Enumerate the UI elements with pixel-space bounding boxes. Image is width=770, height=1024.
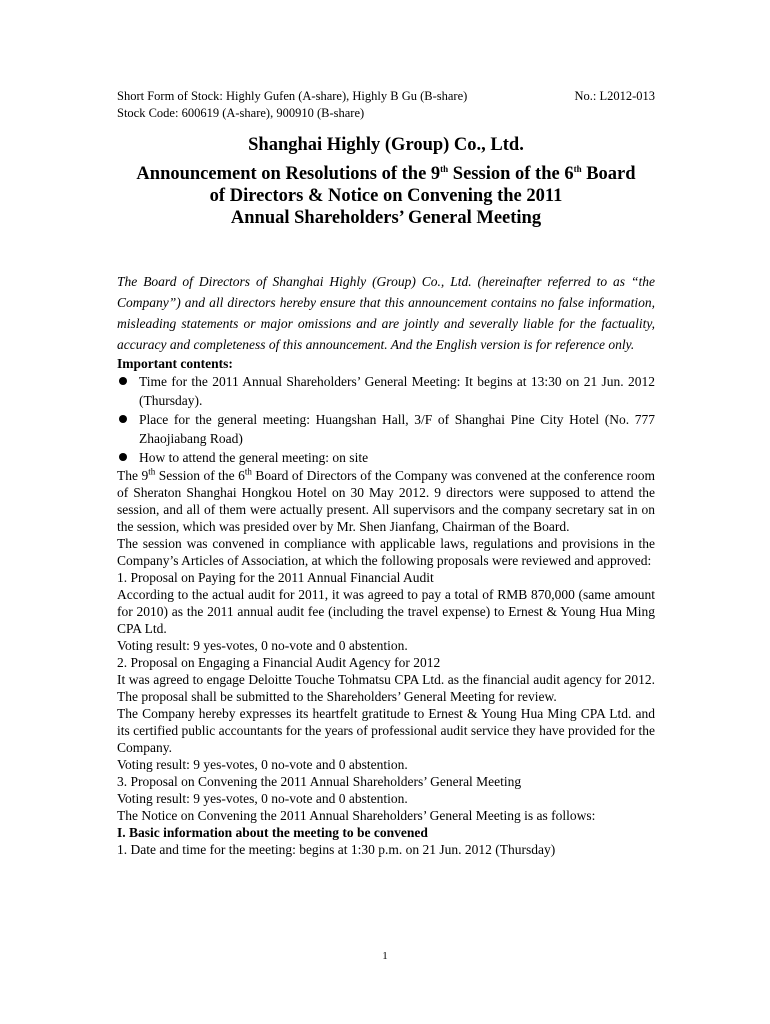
proposal-2-vote: Voting result: 9 yes-votes, 0 no-vote and 0 abstention. bbox=[117, 757, 408, 772]
section-1-item-1: 1. Date and time for the meeting: begins at 1:30 p.m. on 21 Jun. 2012 (Thursday) bbox=[117, 842, 556, 857]
session-text-3: Board of Directors of the Company was convened at the conference room of Sheraton Shanghai Hongkou Hotel on 30 May 2012. 9 directors were supposed to attend the session, and all of them were actually present. All supervisors and the company secretary sat in on the session, which was presided over by Mr. Shen Jianfang, Chairman of the Board. bbox=[117, 468, 655, 534]
list-item bbox=[117, 448, 655, 467]
stock-short-form: Short Form of Stock: Highly Gufen (A-share), Highly B Gu (B-share) bbox=[117, 89, 468, 103]
proposal-2-title: 2. Proposal on Engaging a Financial Audit Agency for 2012 bbox=[117, 655, 441, 670]
session-sup-1: th bbox=[148, 466, 156, 477]
board-statement: The Board of Directors of Shanghai Highly (Group) Co., Ltd. (hereinafter referred to as “the Company”) and all directors hereby ensure that this announcement contains no false information, misleading statements or major omissions and are jointly and severally liable for the factuality, accuracy and completeness of this announcement. And the English version is for reference only. bbox=[117, 274, 655, 352]
document-page bbox=[117, 88, 655, 858]
announcement-title-line-3: Annual Shareholders’ General Meeting bbox=[230, 208, 542, 228]
proposal-1-vote: Voting result: 9 yes-votes, 0 no-vote and 0 abstention. bbox=[117, 638, 408, 653]
proposal-3-title: 3. Proposal on Convening the 2011 Annual Shareholders’ General Meeting bbox=[117, 774, 522, 789]
session-sup-2: th bbox=[244, 466, 252, 477]
list-item bbox=[117, 372, 655, 410]
proposal-1-title: 1. Proposal on Paying for the 2011 Annual Financial Audit bbox=[117, 570, 434, 585]
header-row bbox=[117, 88, 655, 105]
bullet-icon bbox=[119, 453, 127, 461]
bullet-icon bbox=[119, 377, 127, 385]
announcement-title-line-2: of Directors & Notice on Convening the 2011 bbox=[209, 186, 563, 206]
proposal-3-vote: Voting result: 9 yes-votes, 0 no-vote and 0 abstention. bbox=[117, 791, 408, 806]
announcement-title bbox=[117, 163, 655, 185]
proposal-2-gratitude: The Company hereby expresses its heartfelt gratitude to Ernest & Young Hua Ming CPA Ltd. and its certified public accountants for the years of professional audit service they have provided for the Company. bbox=[117, 706, 655, 755]
section-1-heading: I. Basic information about the meeting to be convened bbox=[117, 825, 428, 840]
title-sup-1: th bbox=[440, 163, 449, 174]
compliance-paragraph: The session was convened in compliance with applicable laws, regulations and provisions in the Company’s Articles of Association, at which the following proposals were reviewed and approved: bbox=[117, 536, 655, 568]
session-paragraph bbox=[117, 467, 655, 535]
bullet-text: How to attend the general meeting: on site bbox=[139, 450, 369, 465]
stock-code: Stock Code: 600619 (A-share), 900910 (B-share) bbox=[117, 106, 365, 120]
session-text-2: Session of the 6 bbox=[155, 468, 245, 483]
list-item bbox=[117, 410, 655, 448]
bullet-icon bbox=[119, 415, 127, 423]
proposal-1-body: According to the actual audit for 2011, it was agreed to pay a total of RMB 870,000 (same amount for 2010) as the 2011 annual audit fee (including the travel expense) to Ernest & Young Hua Ming CPA Ltd. bbox=[117, 587, 655, 636]
important-contents-list bbox=[117, 372, 655, 467]
title-text-3: Board bbox=[581, 164, 636, 184]
important-contents-heading: Important contents: bbox=[117, 356, 233, 371]
company-name: Shanghai Highly (Group) Co., Ltd. bbox=[248, 135, 524, 155]
page-number: 1 bbox=[382, 950, 388, 962]
proposal-2-body: It was agreed to engage Deloitte Touche Tohmatsu CPA Ltd. as the financial audit agency for 2012. The proposal shall be submitted to the Shareholders’ General Meeting for review. bbox=[117, 672, 655, 704]
title-text-2: Session of the 6 bbox=[448, 164, 574, 184]
bullet-text: Place for the general meeting: Huangshan Hall, 3/F of Shanghai Pine City Hotel (No. 777 Zhaojiabang Road) bbox=[139, 412, 655, 446]
session-text-1: The 9 bbox=[117, 468, 149, 483]
bullet-text: Time for the 2011 Annual Shareholders’ General Meeting: It begins at 13:30 on 21 Jun. 2012 (Thursday). bbox=[139, 374, 655, 408]
title-text-1: Announcement on Resolutions of the 9 bbox=[136, 164, 441, 184]
title-sup-2: th bbox=[573, 163, 582, 174]
notice-intro: The Notice on Convening the 2011 Annual Shareholders’ General Meeting is as follows: bbox=[117, 808, 596, 823]
document-number: No.: L2012-013 bbox=[574, 89, 655, 103]
